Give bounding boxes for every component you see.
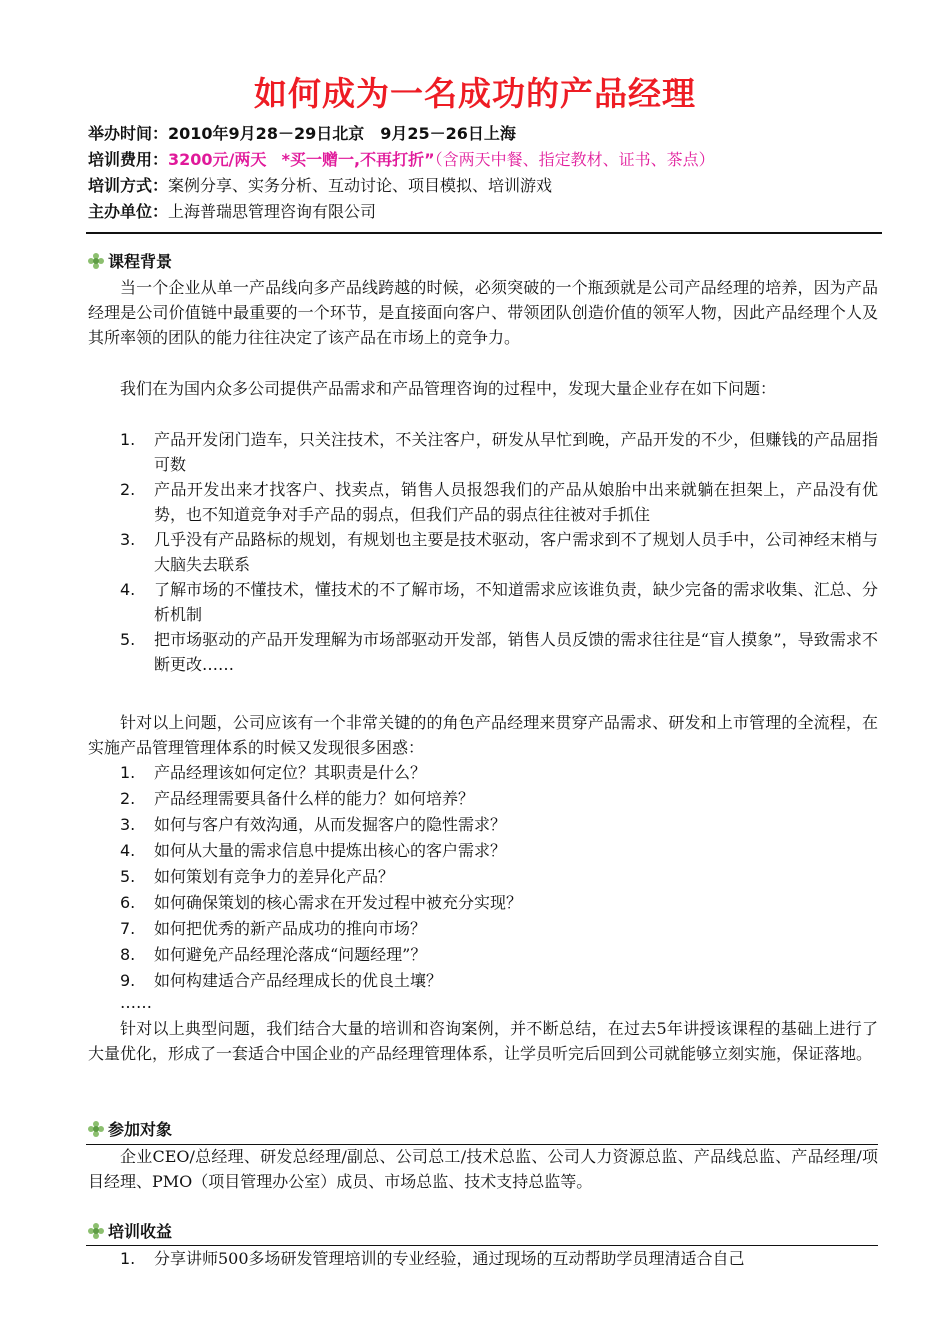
list-item-number: 2. [120, 789, 136, 808]
background-paragraph-3: 针对以上问题，公司应该有一个非常关键的的角色产品经理来贯穿产品需求、研发和上市管理的全流程，在实施产品管理管理体系的时候又发现很多困惑： [88, 713, 878, 757]
list-item-text: 如何策划有竞争力的差异化产品？ [154, 867, 395, 886]
background-paragraph-4: 针对以上典型问题，我们结合大量的培训和咨询案例，并不断总结，在过去5年讲授该课程的基础上进行了大量优化，形成了一套适合中国企业的产品经理管理体系，让学员听完后回到公司就能够立刻实施，保证落地。 [88, 1019, 878, 1063]
list-item-text: 产品经理该如何定位？其职责是什么？ [154, 763, 427, 782]
training-method-label: 培训方式： [88, 176, 169, 195]
list-item-text: 分享讲师500多场研发管理培训的专业经验，通过现场的互动帮助学员理清适合自己 [154, 1249, 745, 1268]
list-item-text: 如何构建适合产品经理成长的优良土壤？ [154, 971, 443, 990]
benefits-list [88, 1246, 878, 1271]
list-item-text: 如何确保策划的核心需求在开发过程中被充分实现？ [154, 893, 523, 912]
list-item-text: 如何与客户有效沟通，从而发掘客户的隐性需求？ [154, 815, 507, 834]
list-item [88, 786, 878, 811]
fee-note: （含两天中餐、指定教材、证书、茶点） [434, 150, 715, 169]
list-item-number: 4. [120, 841, 136, 860]
list-item-text: 产品开发闭门造车，只关注技术，不关注客户，研发从早忙到晚，产品开发的不少，但赚钱的产品屈指可数 [154, 430, 878, 474]
event-time-value: 2010年9月28－29日北京 9月25－26日上海 [168, 124, 516, 143]
ellipsis-line: …… [120, 993, 152, 1012]
list-item-number: 9. [120, 971, 136, 990]
list-item-number: 1. [120, 430, 136, 449]
list-item [88, 427, 878, 477]
list-item-text: 如何把优秀的新产品成功的推向市场？ [154, 919, 427, 938]
list-item-number: 5. [120, 867, 136, 886]
fee-price: 3200元/两天 [168, 150, 267, 169]
list-item [88, 577, 878, 627]
list-item-number: 7. [120, 919, 136, 938]
list-item [88, 942, 878, 967]
header-divider [86, 232, 882, 234]
list-item-text: 把市场驱动的产品开发理解为市场部驱动开发部，销售人员反馈的需求往往是“盲人摸象”，导致需求不断更改…… [154, 630, 878, 674]
list-item-number: 1. [120, 1249, 136, 1268]
section-heading-text: 培训收益 [108, 1222, 173, 1241]
list-item [88, 864, 878, 889]
list-item-text: 产品开发出来才找客户、找卖点，销售人员报怨我们的产品从娘胎中出来就躺在担架上，产品没有优势，也不知道竞争对手产品的弱点，但我们产品的弱点往往被对手抓住 [154, 480, 878, 524]
event-time-line [88, 124, 516, 144]
list-item-number: 1. [120, 763, 136, 782]
list-item-text: 如何避免产品经理沦落成“问题经理”？ [154, 945, 427, 964]
list-item [88, 1246, 878, 1271]
fee-label: 培训费用： [88, 150, 169, 169]
training-method-line [88, 176, 552, 196]
list-item-number: 4. [120, 580, 136, 599]
flower-bullet-icon [88, 1223, 104, 1239]
flower-bullet-icon [88, 1121, 104, 1137]
event-time-label: 举办时间： [88, 124, 169, 143]
list-item [88, 812, 878, 837]
audience-text: 企业CEO/总经理、研发总经理/副总、公司总工/技术总监、公司人力资源总监、产品线总监、产品经理/项目经理、PMO（项目管理办公室）成员、市场总监、技术支持总监等。 [88, 1147, 878, 1191]
document-title: 如何成为一名成功的产品经理 [254, 74, 696, 113]
list-item-text: 产品经理需要具备什么样的能力？如何培养？ [154, 789, 475, 808]
list-item [88, 477, 878, 527]
list-item [88, 916, 878, 941]
host-value: 上海普瑞思管理咨询有限公司 [168, 202, 377, 221]
section-heading-background [88, 252, 172, 272]
section-heading-text: 课程背景 [108, 252, 173, 271]
list-item-number: 3. [120, 815, 136, 834]
section-heading-benefits [88, 1222, 172, 1242]
section-heading-text: 参加对象 [108, 1120, 173, 1139]
list-item [88, 627, 878, 677]
host-line [88, 202, 376, 222]
list-item [88, 760, 878, 785]
list-item-number: 2. [120, 480, 136, 499]
training-method-value: 案例分享、实务分析、互动讨论、项目模拟、培训游戏 [168, 176, 553, 195]
list-item-number: 3. [120, 530, 136, 549]
list-item-number: 6. [120, 893, 136, 912]
list-item-number: 8. [120, 945, 136, 964]
list-item-number: 5. [120, 630, 136, 649]
problem-list [88, 427, 878, 677]
list-item [88, 838, 878, 863]
list-item-text: 了解市场的不懂技术，懂技术的不了解市场，不知道需求应该谁负责，缺少完备的需求收集、汇总、分析机制 [154, 580, 878, 624]
section-heading-audience [88, 1120, 172, 1140]
background-paragraph-2: 我们在为国内众多公司提供产品需求和产品管理咨询的过程中，发现大量企业存在如下问题： [120, 379, 777, 398]
background-paragraph-1: 当一个企业从单一产品线向多产品线跨越的时候，必须突破的一个瓶颈就是公司产品经理的培养，因为产品经理是公司价值链中最重要的一个环节，是直接面向客户、带领团队创造价值的领军人物，因此产品经理个人及其所率领的团队的能力往往决定了该产品在市场上的竞争力。 [88, 278, 878, 347]
host-label: 主办单位： [88, 202, 169, 221]
question-list [88, 760, 878, 994]
fee-promo: *买一赠一,不再打折” [281, 150, 435, 169]
list-item [88, 527, 878, 577]
list-item-text: 几乎没有产品路标的规划，有规划也主要是技术驱动，客户需求到不了规划人员手中，公司神经末梢与大脑失去联系 [154, 530, 878, 574]
list-item [88, 890, 878, 915]
fee-line [88, 150, 715, 170]
flower-bullet-icon [88, 253, 104, 269]
list-item-text: 如何从大量的需求信息中提炼出核心的客户需求？ [154, 841, 507, 860]
